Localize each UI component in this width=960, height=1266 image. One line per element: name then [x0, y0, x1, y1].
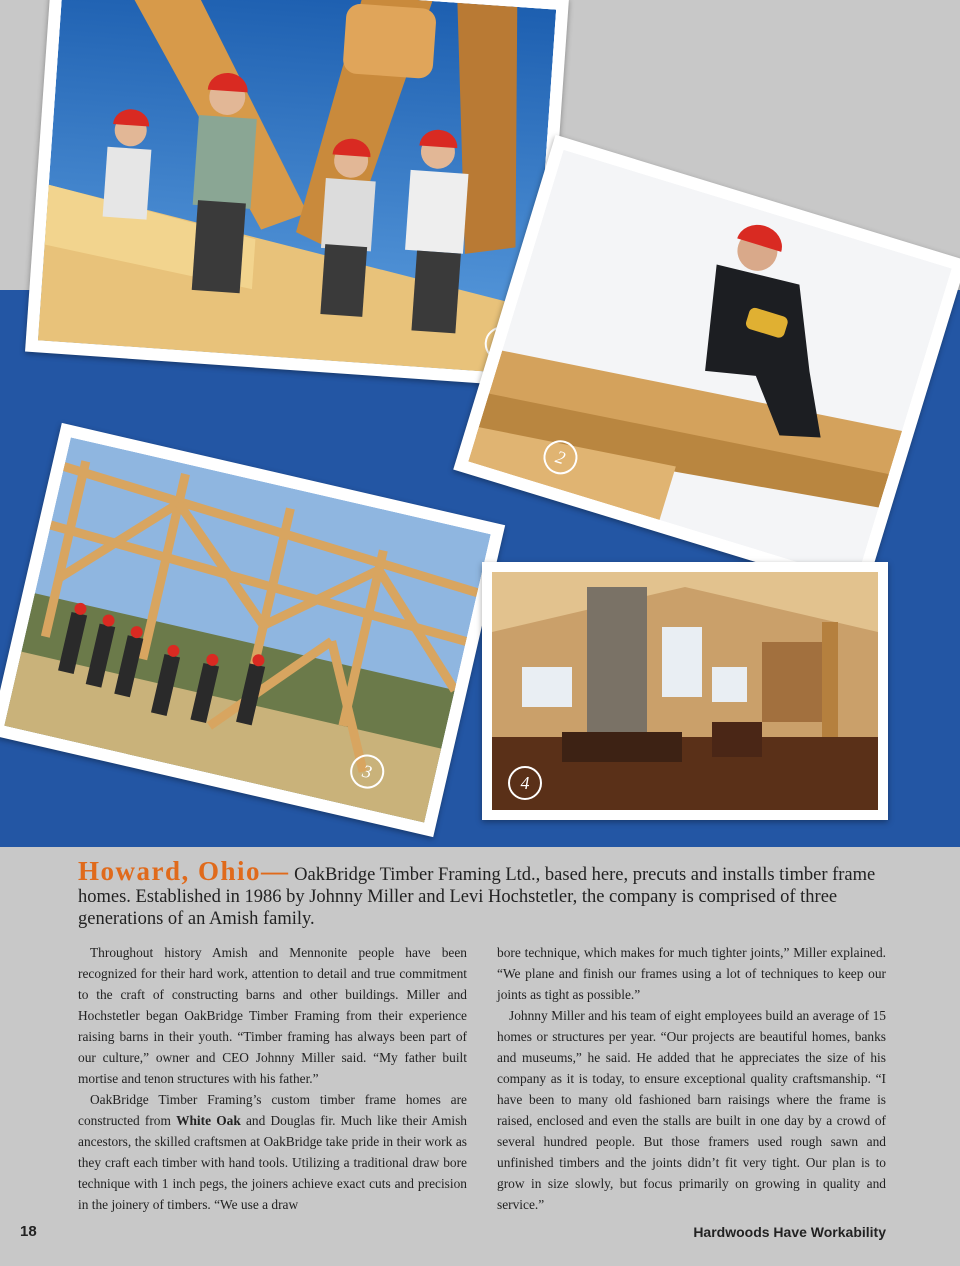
dateline: Howard, Ohio— [78, 856, 290, 886]
body-paragraph: Throughout history Amish and Mennonite people have been recognized for their hard work, attention to detail and true commitment to the craft of constructing barns and other buildings. Miller and Hochstetler began OakBridge Timber Framing from their experience raising barns in their youth. “Timber framing has always been part of our culture,” owner and CEO Johnny Miller said. “My father built mortise and tenon structures with his father.” [78, 945, 467, 1086]
body-text: OakBridge Timber Framing’s custom timber frame homes are constructed from [78, 1092, 467, 1128]
photo-1-frame [25, 0, 569, 388]
running-title: Hardwoods Have Workability [693, 1224, 886, 1240]
column-left [78, 942, 467, 1215]
body-text-bold: White Oak [176, 1113, 241, 1128]
photo-1-workers-under-frame [38, 0, 556, 375]
photo-4-timber-frame-interior [492, 572, 878, 810]
lead-text: OakBridge Timber Framing Ltd., based here, precuts and installs timber frame homes. Established in 1986 by Johnny Miller and Levi Hochstetler, the company is comprised of three generations of an Amish family. [78, 865, 876, 929]
article-lead [78, 856, 886, 930]
photo-number-badge: 2 [539, 436, 581, 478]
photo-number-badge: 4 [508, 766, 542, 800]
body-paragraph: Johnny Miller and his team of eight employees build an average of 15 homes or structures per year. “Our projects are beautiful homes, banks and museums,” he said. He added that he appreciates the size of his company as it is today, to ensure exceptional quality craftsmanship. “I have been to many old fashioned barn raisings where the frame is raised, enclosed and even the stalls are built in one day by a crowd of several hundred people. But those framers used rough sawn and unfinished timbers and the joints didn’t fit very tight. Our plan is to grow in size slowly, but focus primarily on growing in quality and service.” [497, 1008, 886, 1212]
body-paragraph: bore technique, which makes for much tighter joints,” Miller explained. “We plane and finish our frames using a lot of techniques to keep our joints as tight as possible.” [497, 945, 886, 1002]
photo-4-frame [482, 562, 888, 820]
body-text: and Douglas fir. Much like their Amish ancestors, the skilled craftsmen at OakBridge take pride in their work as they craft each timber with hand tools. Utilizing a traditional draw bore technique with 1 inch pegs, the joiners achieve exact cuts and precision in the joinery of timbers. “We use a draw [78, 1113, 467, 1212]
body-paragraph [78, 1089, 467, 1215]
lead-paragraph [78, 856, 886, 930]
photo-number-badge: 3 [347, 751, 388, 792]
article-body [78, 942, 886, 1215]
page-number: 18 [20, 1223, 37, 1240]
column-right [497, 942, 886, 1215]
